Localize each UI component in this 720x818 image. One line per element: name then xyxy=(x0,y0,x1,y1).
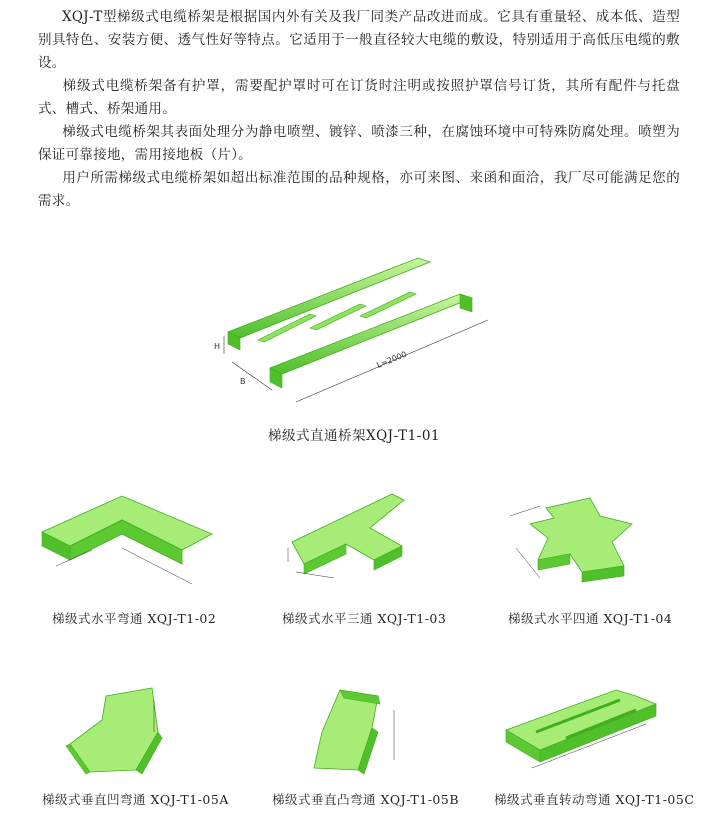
straight-ladder-tray-figure xyxy=(210,250,510,410)
horizontal-elbow-figure xyxy=(32,488,222,598)
horizontal-tee-figure xyxy=(282,488,422,588)
fitting-caption-t1-05b: 梯级式垂直凸弯通 XQJ-T1-05B xyxy=(272,792,460,807)
vertical-concave-elbow-figure xyxy=(62,680,172,776)
main-figure-caption: 梯级式直通桥架XQJ-T1-01 xyxy=(268,428,441,444)
vertical-convex-elbow-figure xyxy=(298,680,408,776)
fitting-caption-t1-02: 梯级式水平弯通 XQJ-T1-02 xyxy=(52,611,217,626)
intro-paragraph: XQJ-T型梯级式电缆桥架是根据国内外有关及我厂同类产品改进而成。它具有重量轻、成本低、造型别具特色、安装方便、透气性好等特点。它适用于一般直径较大电缆的敷设，特别适用于高低压电缆的敷设。 xyxy=(38,9,680,71)
cover-paragraph: 梯级式电缆桥架备有护罩，需要配护罩时可在订货时注明或按照护罩信号订货，其所有配件与托盘式、槽式、桥架通用。 xyxy=(38,78,680,117)
dim-b-label: B xyxy=(240,377,246,386)
fitting-caption-t1-05a: 梯级式垂直凹弯通 XQJ-T1-05A xyxy=(42,792,229,807)
fitting-caption-t1-05c: 梯级式垂直转动弯通 XQJ-T1-05C xyxy=(494,792,695,807)
dim-h-label: H xyxy=(214,342,221,351)
fitting-caption-t1-03: 梯级式水平三通 XQJ-T1-03 xyxy=(282,611,447,626)
horizontal-cross-figure xyxy=(500,488,660,588)
surface-treatment-paragraph: 梯级式电缆桥架其表面处理分为静电喷塑、镀锌、喷漆三种，在腐蚀环境中可特殊防腐处理。喷塑为保证可靠接地，需用接地板（片）。 xyxy=(38,124,680,163)
vertical-swivel-elbow-figure xyxy=(496,680,666,776)
fitting-caption-t1-04: 梯级式水平四通 XQJ-T1-04 xyxy=(508,611,673,626)
dim-l-label: L=2000 xyxy=(375,349,408,370)
custom-order-paragraph: 用户所需梯级式电缆桥架如超出标准范围的品种规格，亦可来图、来函和面洽，我厂尽可能满足您的需求。 xyxy=(38,170,680,209)
